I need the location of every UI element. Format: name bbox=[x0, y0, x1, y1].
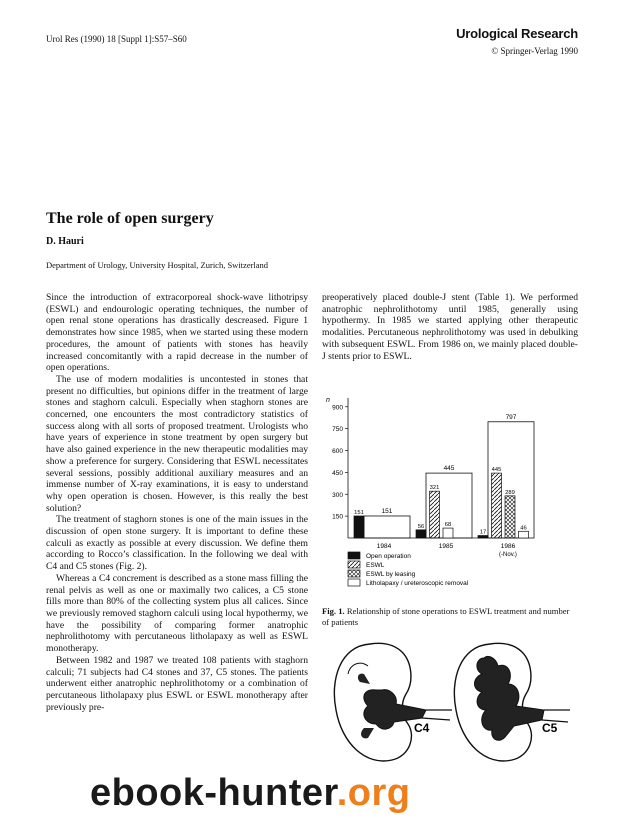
bar-empty bbox=[519, 531, 529, 538]
legend-label: ESWL by leasing bbox=[366, 571, 416, 578]
c4-label: C4 bbox=[414, 721, 430, 735]
y-tick-label: 300 bbox=[332, 491, 343, 499]
bar-data-label: 445 bbox=[491, 467, 502, 474]
body-paragraph: preoperatively placed double-J stent (Table 1). We performed anatrophic nephrolithotomy until 1985, generally using hypothermy. In 1985 we started applying other therapeutic modalities. Percutaneous nephrolithotomy was used in debulking with subsequent ESWL. From 1986 on, we mainly placed double-J stents prior to ESWL. bbox=[322, 292, 578, 362]
x-tick-label: 1985 bbox=[438, 543, 454, 550]
left-column bbox=[46, 292, 308, 762]
y-axis-label: n bbox=[326, 397, 330, 404]
figure-2-kidney-diagrams bbox=[330, 640, 580, 772]
total-data-label: 797 bbox=[505, 413, 517, 421]
bar-solid bbox=[478, 536, 488, 538]
y-tick-label: 150 bbox=[332, 513, 343, 521]
bar-data-label: 46 bbox=[520, 525, 527, 532]
journal-name: Urological Research bbox=[456, 26, 578, 41]
total-data-label: 445 bbox=[443, 465, 455, 473]
total-outline-bar bbox=[364, 516, 410, 538]
legend-swatch bbox=[348, 579, 360, 586]
figure-1-label: Fig. 1. bbox=[322, 606, 345, 616]
body-paragraph: Whereas a C4 concrement is described as a stone mass filling the renal pelvis as well as one or maximally two calices, a C5 stone fills more than 80% of the collecting system plus all calices. Since we previously removed staghorn calculi using local hypothermy, we have the possibility of comparing former anatrophic nephrolithotomy with percutaneous litholapaxy as well as ESWL monotherapy. bbox=[46, 572, 308, 655]
legend-swatch bbox=[348, 552, 360, 559]
bar-empty bbox=[443, 528, 453, 538]
right-column bbox=[322, 292, 578, 362]
bar-data-label: 321 bbox=[429, 485, 440, 492]
bar-crosshatch bbox=[505, 496, 515, 538]
y-tick-label: 900 bbox=[332, 404, 343, 412]
bar-solid bbox=[354, 516, 364, 538]
bar-data-label: 289 bbox=[505, 489, 515, 496]
body-paragraph: The treatment of staghorn stones is one of the main issues in the discussion of open stone surgery. It is important to define these calculi as exactly as possible at every discussion. We define them according to Rocco’s classification. In the following we deal with C4 and C5 stones (Fig. 2). bbox=[46, 514, 308, 573]
body-paragraph: Between 1982 and 1987 we treated 108 patients with staghorn calculi; 71 subjects had C4 stones and 37, C5 stones. The patients underwent either anatrophic nephrolithotomy or a combination of percutaneous litholapaxy plus ESWL or ESWL monotherapy after previously pre- bbox=[46, 654, 308, 713]
body-paragraph: Since the introduction of extracorporeal shock-wave lithotripsy (ESWL) and endourologic operating techniques, the number of open renal stone operations has drastically descreased. Figure 1 demonstrates how since 1985, when we started using these modern procedures, the amount of patients with stones has heavily increased concomitantly with a rapid decrease in the number of open operations. bbox=[46, 292, 308, 374]
kidney-c4 bbox=[334, 643, 452, 761]
bar-hatch bbox=[430, 491, 440, 538]
watermark-domain: .org bbox=[336, 772, 411, 814]
bar-data-label: 151 bbox=[354, 509, 364, 516]
bar-data-label: 17 bbox=[479, 529, 487, 536]
figure-1-caption bbox=[322, 606, 578, 628]
legend-swatch bbox=[348, 570, 360, 577]
y-tick-label: 600 bbox=[332, 448, 343, 455]
publisher: © Springer-Verlag 1990 bbox=[491, 46, 578, 56]
y-tick-label: 750 bbox=[332, 426, 343, 434]
author-affiliation: Department of Urology, University Hospital, Zurich, Switzerland bbox=[46, 260, 269, 270]
figure-1-bar-chart bbox=[318, 390, 538, 600]
bar-hatch bbox=[492, 473, 502, 538]
legend-label: ESWL bbox=[366, 562, 385, 569]
total-data-label: 151 bbox=[381, 507, 393, 515]
kidney-c5 bbox=[454, 643, 570, 761]
figure-1-caption-text: Relationship of stone operations to ESWL treatment and number of patients bbox=[322, 606, 570, 627]
body-paragraph: The use of modern modalities is uncontested in stones that present no difficulties, but opinions differ in the treatment of large stones and staghorn calculi. Especially when staghorn stones are concerned, one encounters the most contradictory statistics of success along with all sorts of proposed treatment. Urologists who have years of experience in stone treatment by open surgery but have also gained experience in the new therapeutic modalities may show a preference for surgery. Considering that ESWL necessitates several sessions, possibly additional auxiliary measures and an immense number of X-ray examinations, it is easy to understand why open operation is chosen. However, is this really the best solution? bbox=[46, 373, 308, 514]
x-tick-label: 1986 bbox=[500, 543, 516, 550]
bar-data-label: 68 bbox=[444, 522, 452, 529]
y-tick-label: 450 bbox=[332, 469, 343, 477]
legend-label: Open operation bbox=[366, 553, 411, 560]
article-author: D. Hauri bbox=[46, 236, 84, 247]
x-tick-note: (-Nov.) bbox=[499, 552, 517, 558]
watermark-main: ebook-hunter bbox=[90, 772, 337, 814]
legend-swatch bbox=[348, 561, 360, 568]
watermark bbox=[90, 772, 410, 815]
bar-data-label: 56 bbox=[417, 523, 425, 530]
c5-label: C5 bbox=[542, 721, 558, 735]
bar-solid bbox=[416, 530, 426, 538]
x-tick-label: 1984 bbox=[376, 543, 392, 550]
article-title: The role of open surgery bbox=[46, 210, 214, 227]
journal-reference: Urol Res (1990) 18 [Suppl 1]:S57–S60 bbox=[46, 34, 187, 44]
legend-label: Litholapaxy / ureteroscopic removal bbox=[366, 580, 469, 587]
